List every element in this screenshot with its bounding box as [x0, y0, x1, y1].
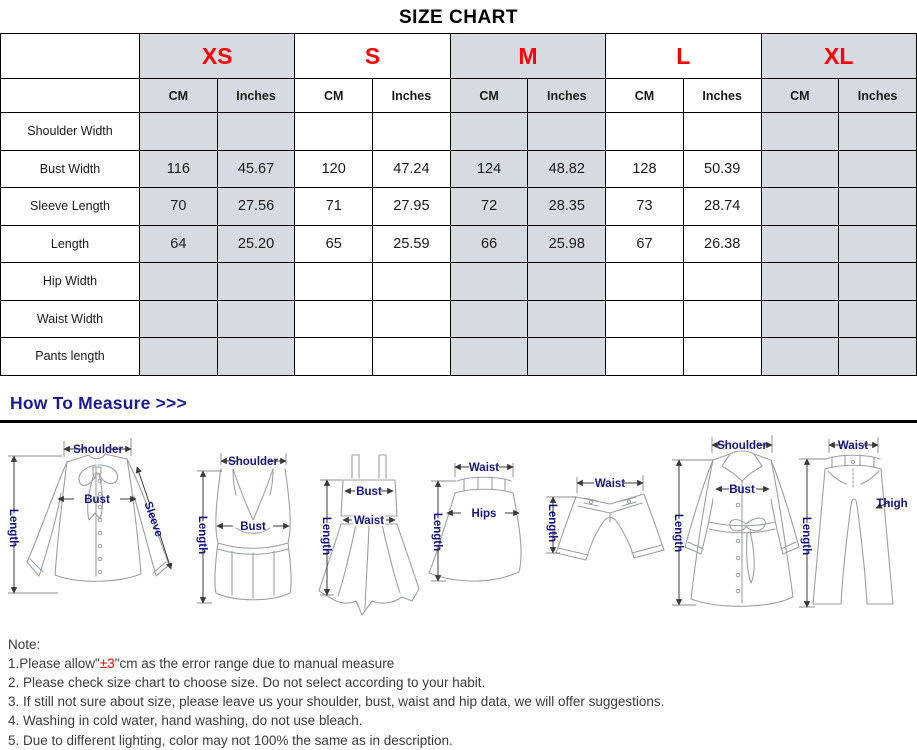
value-cell [606, 263, 684, 301]
note-text: 4. Washing in cold water, hand washing, do not use bleach. [8, 713, 363, 729]
value-cell [217, 263, 295, 301]
measure-label-waist: Waist [594, 477, 626, 490]
measure-label-shoulder: Shoulder [717, 439, 767, 452]
value-cell [683, 263, 761, 301]
notes-heading: Note: [8, 636, 41, 652]
value-cell [450, 263, 528, 301]
value-cell [761, 188, 839, 226]
row-label: Waist Width [1, 300, 140, 338]
value-cell: 65 [295, 225, 373, 263]
value-cell: 73 [606, 188, 684, 226]
note-line [8, 711, 909, 730]
value-cell: 66 [450, 225, 528, 263]
measure-label-bust: Bust [84, 493, 110, 506]
value-cell: 124 [450, 150, 528, 188]
note-text: 2. Please check size chart to choose size. Do not select according to your habit. [8, 674, 486, 690]
size-header-xl: XL [761, 34, 917, 79]
value-cell [683, 338, 761, 376]
value-cell [839, 263, 917, 301]
value-cell [140, 300, 218, 338]
value-cell [839, 225, 917, 263]
value-cell: 27.95 [373, 188, 451, 226]
measure-label-bust: Bust [356, 485, 382, 498]
value-cell [450, 338, 528, 376]
value-cell [528, 338, 606, 376]
size-chart-table [0, 33, 917, 376]
measure-label-bust: Bust [729, 483, 755, 496]
value-cell [373, 263, 451, 301]
corner-cell [1, 79, 140, 113]
value-cell: 71 [295, 188, 373, 226]
note-text: 3. If still not sure about size, please leave us your shoulder, bust, waist and hip data, we will offer suggestions. [8, 694, 665, 710]
value-cell [761, 225, 839, 263]
value-cell [606, 113, 684, 151]
page-title: SIZE CHART [399, 7, 518, 28]
measure-label-length: Length [7, 508, 19, 547]
value-cell [373, 113, 451, 151]
unit-header-cm: CM [606, 79, 684, 113]
value-cell [761, 338, 839, 376]
value-cell: 25.98 [528, 225, 606, 263]
value-cell [528, 300, 606, 338]
note-text: "cm as the error range due to manual measure [114, 655, 395, 671]
garment-tank-top-illustration [196, 453, 291, 603]
table-row [1, 188, 917, 226]
measure-label-length: Length [672, 513, 684, 552]
table-row [1, 150, 917, 188]
value-cell [606, 338, 684, 376]
value-cell [761, 300, 839, 338]
garment-blouse-illustration [7, 438, 171, 593]
how-to-measure-heading: How To Measure >>> [10, 392, 187, 413]
unit-header-cm: CM [761, 79, 839, 113]
value-cell: 26.38 [683, 225, 761, 263]
value-cell: 45.67 [217, 150, 295, 188]
unit-header-inches: Inches [217, 79, 295, 113]
note-line [8, 731, 909, 750]
value-cell: 64 [140, 225, 218, 263]
value-cell: 28.35 [528, 188, 606, 226]
row-label: Pants length [1, 338, 140, 376]
value-cell: 25.20 [217, 225, 295, 263]
value-cell [839, 113, 917, 151]
value-cell: 128 [606, 150, 684, 188]
size-header-s: S [295, 34, 450, 79]
table-row [1, 263, 917, 301]
value-cell [839, 338, 917, 376]
measure-label-bust: Bust [240, 520, 266, 533]
value-cell: 70 [140, 188, 218, 226]
value-cell: 72 [450, 188, 528, 226]
garment-skirt-illustration [429, 462, 521, 581]
note-line [8, 673, 909, 692]
note-line [8, 654, 909, 673]
value-cell [528, 113, 606, 151]
value-cell [450, 113, 528, 151]
value-cell [683, 113, 761, 151]
value-cell [295, 300, 373, 338]
corner-cell [1, 34, 140, 79]
size-header-xs: XS [140, 34, 295, 79]
value-cell [217, 338, 295, 376]
value-cell [140, 113, 218, 151]
size-header-row [1, 34, 917, 79]
value-cell [761, 263, 839, 301]
measure-label-length: Length [320, 516, 332, 555]
table-row [1, 113, 917, 151]
note-text: 1.Please allow" [8, 655, 100, 671]
value-cell [839, 188, 917, 226]
measure-label-waist: Waist [837, 439, 869, 452]
measure-label-waist: Waist [353, 514, 385, 527]
value-cell: 28.74 [683, 188, 761, 226]
value-cell: 25.59 [373, 225, 451, 263]
row-label: Bust Width [1, 150, 140, 188]
measure-label-length: Length [431, 512, 443, 551]
value-cell: 27.56 [217, 188, 295, 226]
unit-header-inches: Inches [373, 79, 451, 113]
note-line [8, 692, 909, 711]
unit-header-inches: Inches [528, 79, 606, 113]
garment-dress-illustration [319, 455, 419, 615]
unit-header-cm: CM [140, 79, 218, 113]
unit-header-cm: CM [450, 79, 528, 113]
value-cell [450, 300, 528, 338]
measure-label-length: Length [800, 516, 812, 555]
table-row [1, 225, 917, 263]
value-cell [295, 338, 373, 376]
value-cell: 48.82 [528, 150, 606, 188]
garment-shorts-illustration [546, 475, 664, 560]
row-label: Hip Width [1, 263, 140, 301]
value-cell [761, 113, 839, 151]
value-cell: 67 [606, 225, 684, 263]
measure-label-waist: Waist [468, 461, 500, 474]
size-header-m: M [450, 34, 605, 79]
table-row [1, 300, 917, 338]
value-cell [683, 300, 761, 338]
value-cell [217, 113, 295, 151]
value-cell [839, 300, 917, 338]
row-label: Sleeve Length [1, 188, 140, 226]
measure-label-length: Length [546, 503, 558, 542]
unit-header-inches: Inches [839, 79, 917, 113]
value-cell: 47.24 [373, 150, 451, 188]
value-cell [295, 263, 373, 301]
value-cell [140, 263, 218, 301]
measure-label-thigh: Thigh [876, 497, 908, 510]
value-cell [295, 113, 373, 151]
row-label: Shoulder Width [1, 113, 140, 151]
value-cell: 116 [140, 150, 218, 188]
measure-label-shoulder: Shoulder [73, 443, 123, 456]
value-cell [373, 338, 451, 376]
value-cell: 50.39 [683, 150, 761, 188]
value-cell [761, 150, 839, 188]
value-cell [373, 300, 451, 338]
unit-header-inches: Inches [683, 79, 761, 113]
garment-pants-illustration [799, 437, 908, 607]
notes-section [0, 628, 917, 750]
size-header-l: L [606, 34, 761, 79]
measurement-illustrations [0, 423, 917, 628]
measure-label-hips: Hips [471, 507, 497, 520]
value-cell: 120 [295, 150, 373, 188]
value-cell [606, 300, 684, 338]
note-highlight: ±3 [99, 655, 115, 671]
measure-label-shoulder: Shoulder [228, 455, 278, 468]
value-cell [839, 150, 917, 188]
row-label: Length [1, 225, 140, 263]
unit-header-row [1, 79, 917, 113]
unit-header-cm: CM [295, 79, 373, 113]
value-cell [217, 300, 295, 338]
table-row [1, 338, 917, 376]
garment-coat-illustration [672, 435, 799, 606]
note-text: 5. Due to different lighting, color may not 100% the same as in description. [8, 732, 453, 748]
measure-label-length: Length [196, 515, 208, 554]
measure-label-sleeve: Sleeve [141, 499, 165, 539]
value-cell [528, 263, 606, 301]
value-cell [140, 338, 218, 376]
